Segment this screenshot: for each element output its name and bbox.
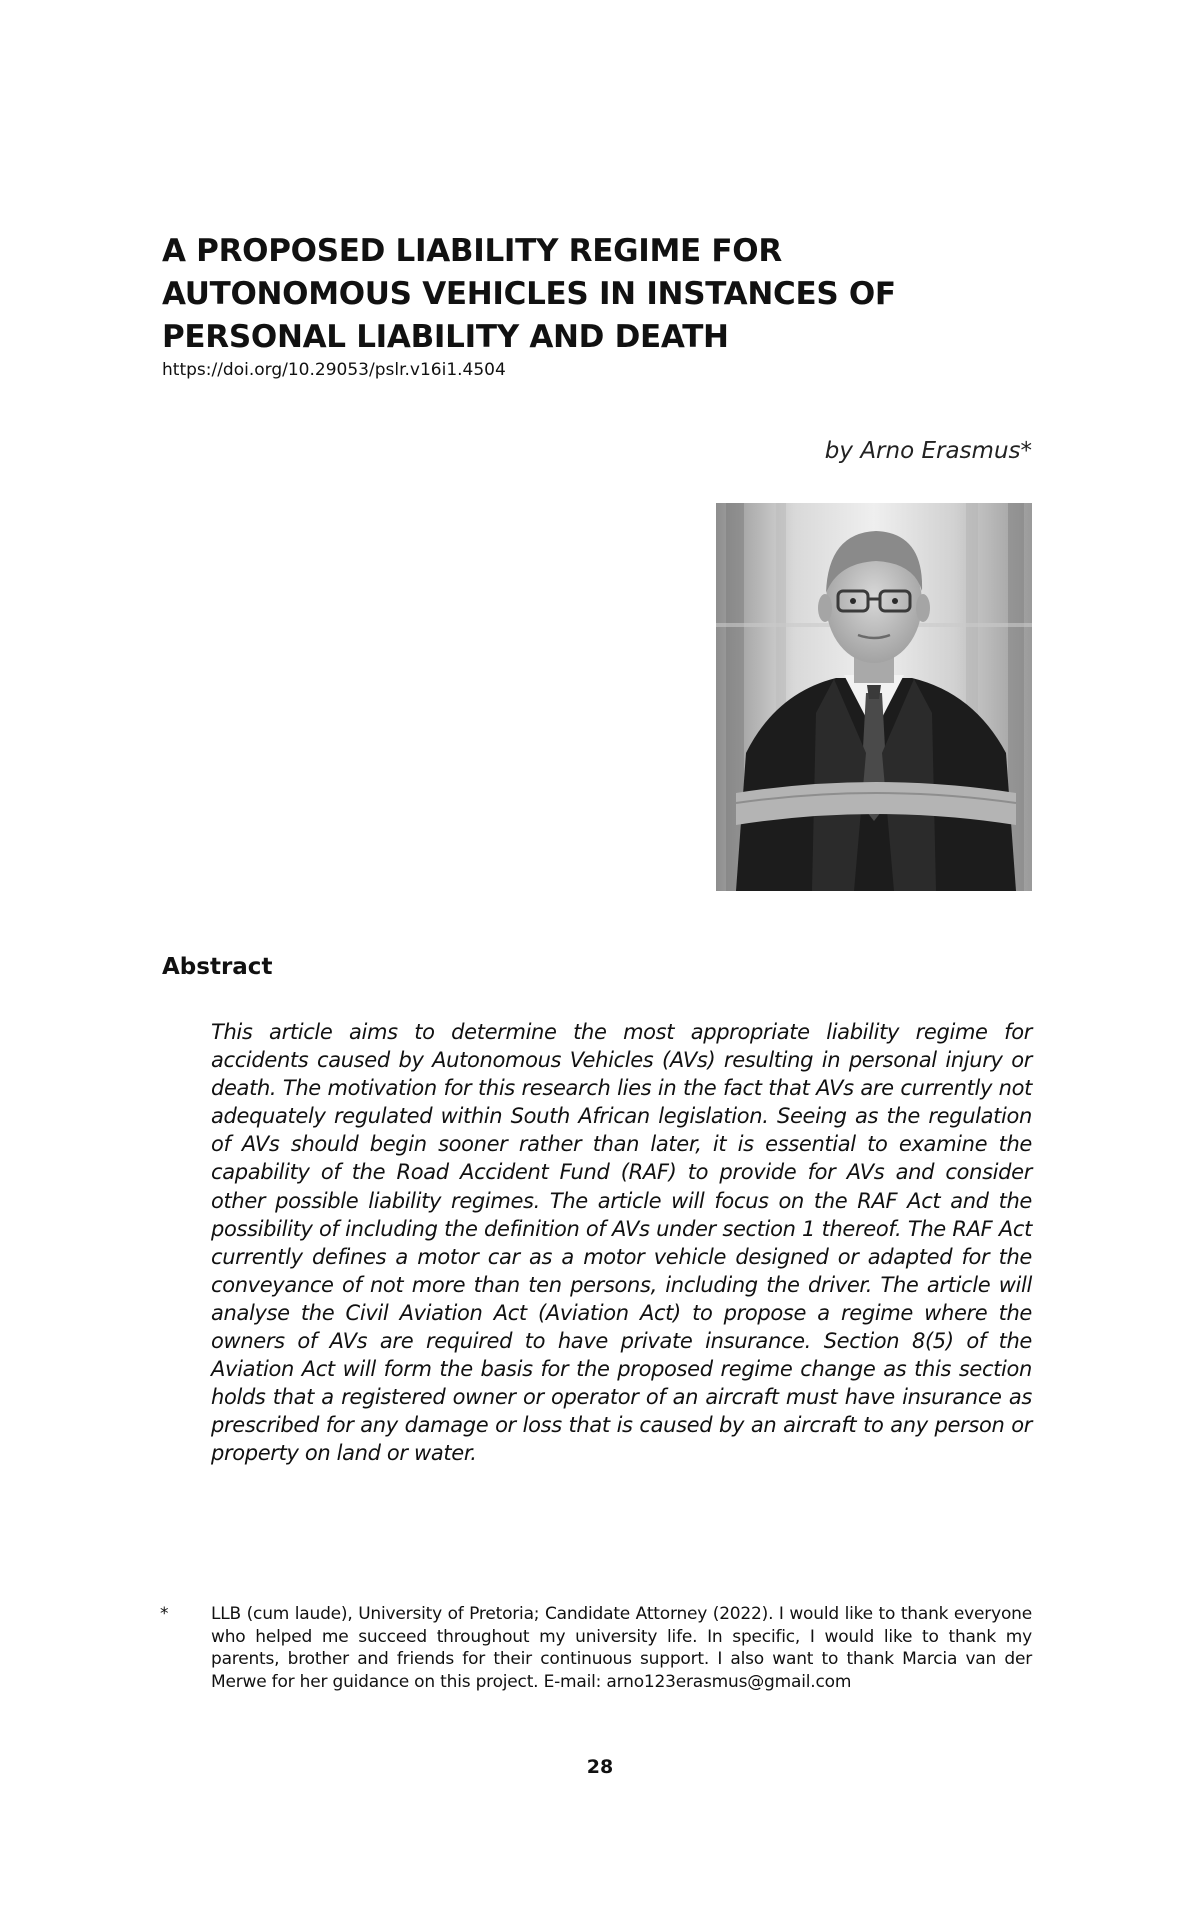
abstract-body: This article aims to determine the most appropriate liability regime for accidents caused by Autonomous Vehicles (AVs) resulting in personal injury or death. The motivation for this research lies in the fact that AVs are currently not adequately regulated within South African legislation. Seeing as the regulation of AVs should begin sooner rather than later, it is essential to examine the capability of the Road Accident Fund (RAF) to provide for AVs and consider other possible liability regimes. The article will focus on the RAF Act and the possibility of including the definition of AVs under section 1 thereof. The RAF Act currently defines a motor car as a motor vehicle designed or adapted for the conveyance of not more than ten persons, including the driver. The article will analyse the Civil Aviation Act (Aviation Act) to propose a regime where the owners of AVs are required to have private insurance. Section 8(5) of the Aviation Act will form the basis for the proposed regime change as this section holds that a registered owner or operator of an aircraft must have insurance as prescribed for any damage or loss that is caused by an aircraft to any person or property on land or water. [211, 1020, 1032, 1466]
author-footnote [160, 1603, 1032, 1693]
author-portrait-photo [716, 503, 1032, 891]
author-portrait [716, 503, 1032, 891]
doi-link[interactable]: https://doi.org/10.29053/pslr.v16i1.4504 [162, 360, 506, 380]
article-title: A PROPOSED LIABILITY REGIME FOR AUTONOMOUS VEHICLES IN INSTANCES OF PERSONAL LIABILITY AND DEATH [162, 233, 896, 355]
footnote-text: LLB (cum laude), University of Pretoria; Candidate Attorney (2022). I would like to thank everyone who helped me succeed throughout my university life. In specific, I would like to thank my parents, brother and friends for their continuous support. I also want to thank Marcia van der Merwe for her guidance on this project. E-mail: arno123erasmus@gmail.com [211, 1604, 1032, 1692]
abstract-heading: Abstract [162, 954, 273, 980]
page-number: 28 [586, 1756, 614, 1778]
author-byline: by Arno Erasmus* [824, 438, 1032, 464]
footnote-marker: * [160, 1604, 169, 1624]
